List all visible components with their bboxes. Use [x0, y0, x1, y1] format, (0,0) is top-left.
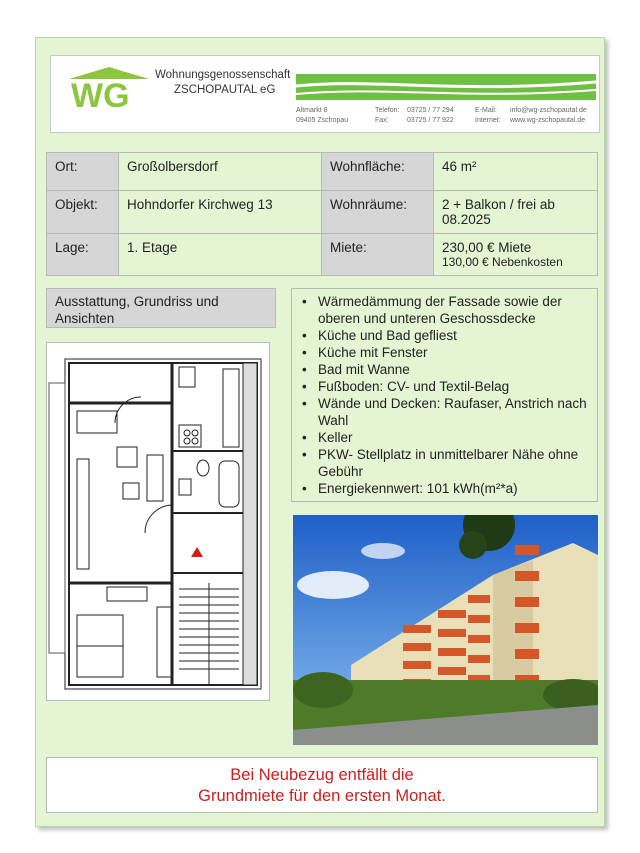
- features-list: [298, 293, 591, 497]
- objekt-value: Hohndorfer Kirchweg 13: [119, 191, 322, 234]
- ort-value: Großolbersdorf: [119, 153, 322, 191]
- miete-value: 230,00 € Miete: [442, 240, 532, 255]
- table-row: [47, 234, 598, 276]
- notice-line-2: Grundmiete für den ersten Monat.: [198, 787, 446, 805]
- wg-logo: [65, 65, 153, 109]
- notice-line-1: Bei Neubezug entfällt die: [230, 766, 414, 784]
- phone-label: Telefon:: [375, 107, 400, 114]
- miete-cell: [434, 234, 598, 276]
- objekt-label: Objekt:: [47, 191, 119, 234]
- feature-item: • Küche und Bad gefliest: [318, 327, 591, 344]
- internet-link[interactable]: www.wg-zschopautal.de: [510, 117, 586, 124]
- expose-page: [35, 37, 605, 827]
- fax-value: 03725 / 77 922: [407, 117, 454, 124]
- features-box: [291, 288, 598, 502]
- fax-label: Fax:: [375, 117, 389, 124]
- feature-item: • Wände und Decken: Raufaser, Anstrich nach Wahl: [318, 395, 591, 429]
- wohnraeume-value: 2 + Balkon / frei ab 08.2025: [434, 191, 598, 234]
- wohnraeume-label: Wohnräume:: [322, 191, 434, 234]
- feature-item: • Wärmedämmung der Fassade sowie der oberen und unteren Geschossdecke: [318, 293, 591, 327]
- feature-item: • Bad mit Wanne: [318, 361, 591, 378]
- lage-label: Lage:: [47, 234, 119, 276]
- email-link[interactable]: info@wg-zschopautal.de: [510, 107, 587, 114]
- address-city: 09405 Zschopau: [296, 117, 349, 124]
- feature-item: • Energiekennwert: 101 kWh(m²*a): [318, 480, 591, 497]
- nebenkosten-value: 130,00 € Nebenkosten: [442, 255, 563, 269]
- phone-labels: [375, 106, 400, 126]
- brand-subname: ZSCHOPAUTAL eG: [174, 84, 276, 96]
- table-row: [47, 153, 598, 191]
- web-values: [510, 106, 587, 126]
- apartment-details-table: [46, 152, 598, 276]
- floor-plan-drawing: [47, 343, 269, 700]
- phone-value: 03725 / 77 294: [407, 107, 454, 114]
- logo-text: WG: [71, 77, 130, 109]
- wohnflaeche-value: 46 m²: [434, 153, 598, 191]
- table-row: [47, 191, 598, 234]
- ausstattung-heading: Ausstattung, Grundriss und Ansichten: [46, 288, 276, 328]
- feature-item: • Fußboden: CV- und Textil-Belag: [318, 378, 591, 395]
- floor-plan: [46, 342, 270, 701]
- move-in-notice: [46, 757, 598, 813]
- feature-item: • Küche mit Fenster: [318, 344, 591, 361]
- ort-label: Ort:: [47, 153, 119, 191]
- phone-values: [407, 106, 454, 126]
- email-label: E-Mail:: [475, 107, 497, 114]
- entrance-marker-icon: [191, 547, 203, 557]
- decorative-bars: [296, 74, 596, 100]
- company-header: [50, 55, 600, 133]
- lage-value: 1. Etage: [119, 234, 322, 276]
- feature-item: • PKW- Stellplatz in unmittelbarer Nähe ohne Gebühr: [318, 446, 591, 480]
- internet-label: Internet:: [475, 117, 501, 124]
- wohnflaeche-label: Wohnfläche:: [322, 153, 434, 191]
- miete-label: Miete:: [322, 234, 434, 276]
- brand-name: Wohnungsgenossenschaft: [155, 69, 291, 81]
- address-street: Altmarkt 8: [296, 107, 328, 114]
- address-block: [296, 106, 348, 126]
- web-labels: [475, 106, 501, 126]
- building-photo: [293, 515, 598, 745]
- feature-item: • Keller: [318, 429, 591, 446]
